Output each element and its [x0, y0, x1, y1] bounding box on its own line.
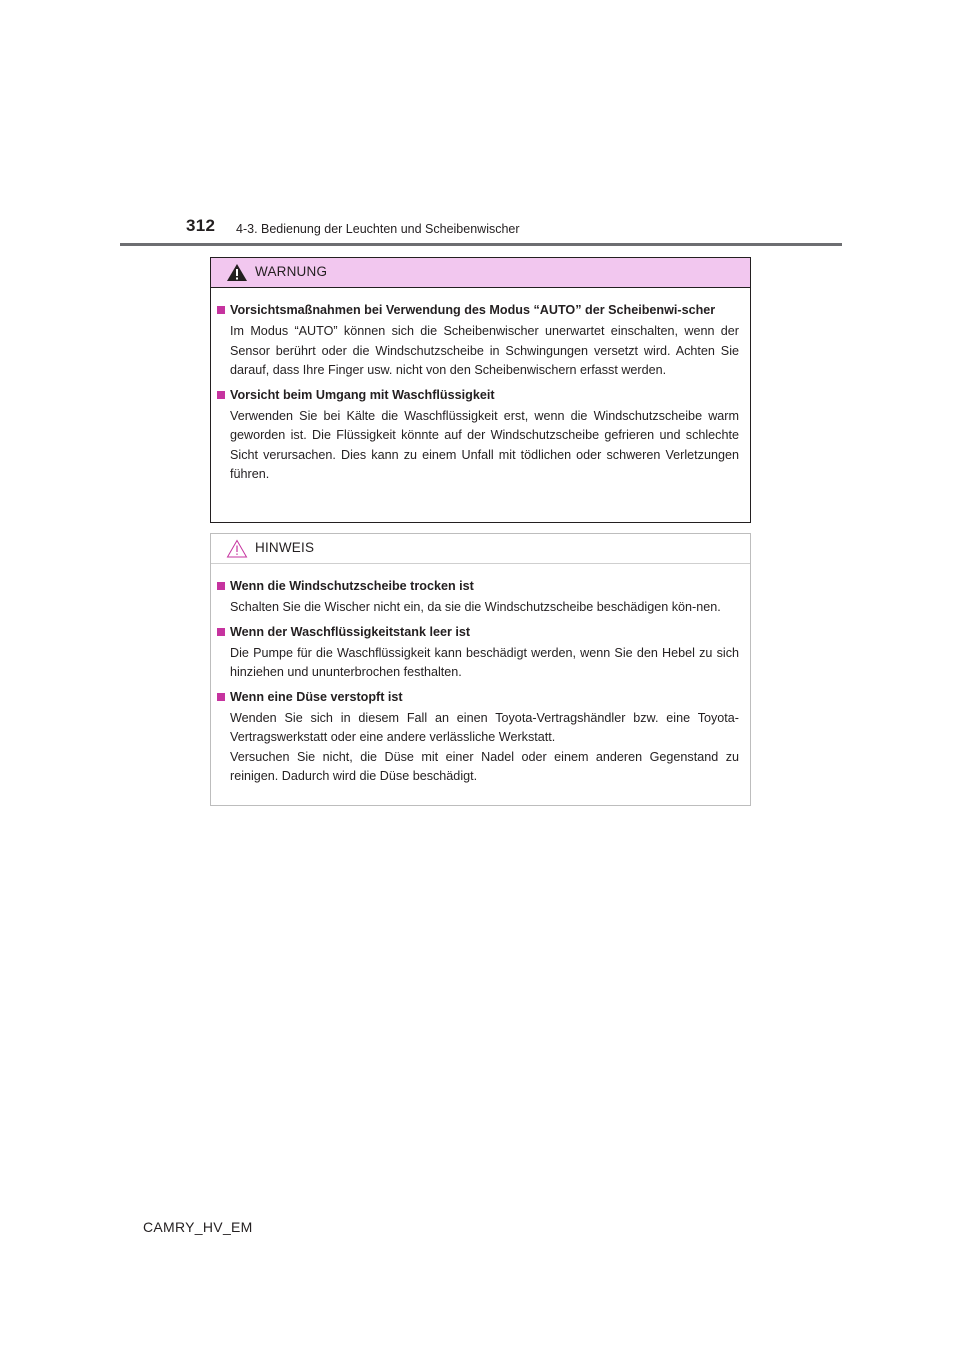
- warning-item-text: Im Modus “AUTO” können sich die Scheibenwischer unerwartet einschalten, wenn der Sensor berührt oder die Windschutzscheibe in Schwingungen versetzt wird. Achten Sie darauf, dass Ihre Finger usw. nicht von den Scheibenwischern erfasst werden.: [230, 324, 739, 377]
- warning-label: WARNUNG: [255, 264, 328, 279]
- document-code: CAMRY_HV_EM: [143, 1219, 253, 1235]
- warning-item: [217, 386, 739, 485]
- page-number: 312: [186, 216, 216, 235]
- notice-item-text: Die Pumpe für die Waschflüssigkeit kann beschädigt werden, wenn Sie den Hebel zu sich hinziehen und ununterbrochen festhalten.: [230, 645, 739, 679]
- notice-item-title: Wenn die Windschutzscheibe trocken ist: [230, 579, 474, 593]
- notice-item-text: Wenden Sie sich in diesem Fall an einen Toyota-Vertragshändler bzw. eine Toyota-Vertragswerkstatt oder eine andere verlässliche Werkstatt. Versuchen Sie nicht, die Düse mit einer Nadel oder einem anderen Gegenstand zu reinigen. Dadurch wird die Düse beschädigt.: [230, 710, 739, 783]
- section-title: 4-3. Bedienung der Leuchten und Scheibenwischer: [236, 222, 520, 236]
- notice-label: HINWEIS: [255, 540, 315, 555]
- header-divider: [120, 243, 842, 246]
- square-bullet-icon: [217, 306, 225, 314]
- square-bullet-icon: [217, 582, 225, 590]
- square-bullet-icon: [217, 628, 225, 636]
- warning-header: [211, 258, 750, 288]
- notice-item-title: Wenn der Waschflüssigkeitstank leer ist: [230, 624, 471, 639]
- warning-item-title: Vorsichtsmaßnahmen bei Verwendung des Modus “AUTO” der Scheibenwi-scher: [230, 303, 716, 317]
- caution-outline-triangle-icon: [226, 539, 248, 558]
- warning-item-text: Verwenden Sie bei Kälte die Waschflüssigkeit erst, wenn die Windschutzscheibe warm geworden ist. Die Flüssigkeit könnte auf der Windschutzscheibe gefrieren und schlechte Sicht verursachen. Dies kann zu einem Unfall mit tödlichen oder schweren Verletzungen führen.: [230, 408, 739, 481]
- warning-item-title: Vorsicht beim Umgang mit Waschflüssigkeit: [230, 387, 495, 402]
- notice-item: [217, 688, 739, 787]
- square-bullet-icon: [217, 693, 225, 701]
- notice-item-title: Wenn eine Düse verstopft ist: [230, 689, 403, 704]
- notice-item-text: Schalten Sie die Wischer nicht ein, da sie die Windschutzscheibe beschädigen kön-nen.: [230, 600, 721, 614]
- notice-item: [217, 623, 739, 683]
- warning-box: [210, 257, 751, 523]
- warning-item: [217, 301, 739, 381]
- notice-header: [211, 534, 750, 564]
- warning-triangle-icon: [226, 263, 248, 282]
- square-bullet-icon: [217, 391, 225, 399]
- notice-item: [217, 577, 739, 618]
- notice-box: [210, 533, 751, 806]
